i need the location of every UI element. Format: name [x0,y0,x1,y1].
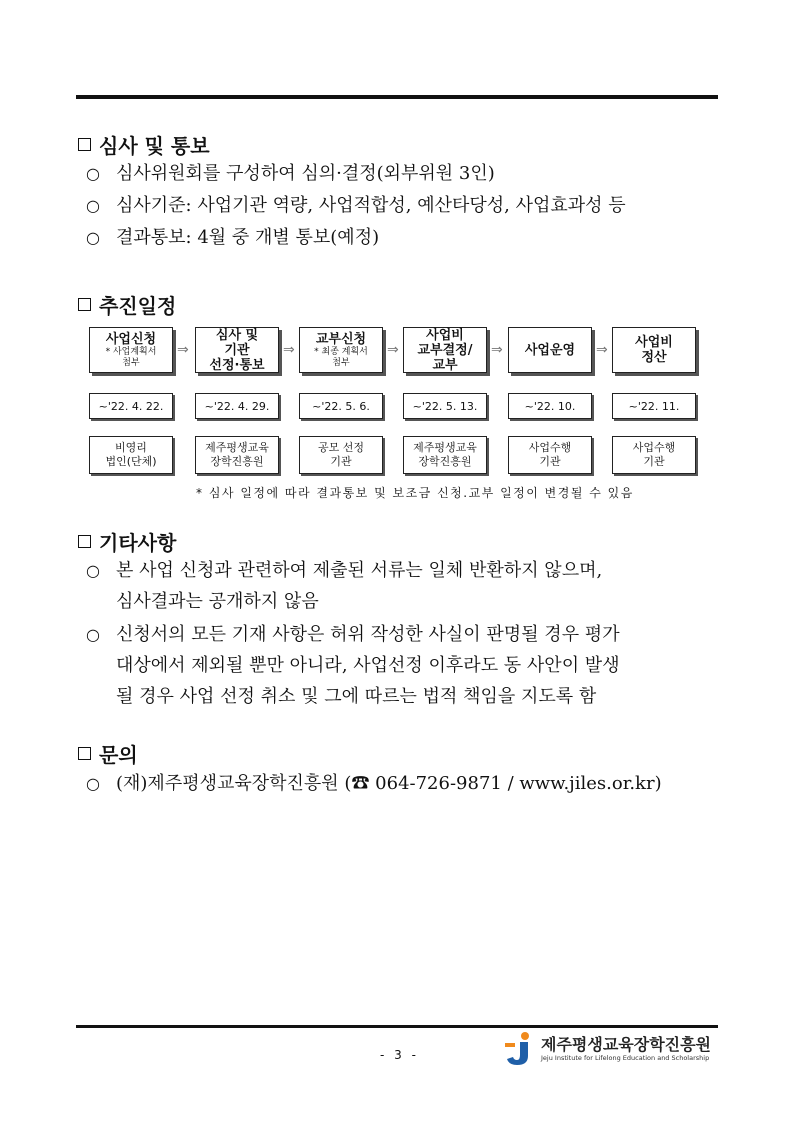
bullet-continuation: 심사결과는 공개하지 않음 [116,591,319,612]
arrow-right-icon: ⇒ [387,342,399,358]
flow-step-title: 사업신청 [105,331,157,347]
bullet-continuation: 대상에서 제외될 뿐만 아니라, 사업선정 이후라도 동 사안이 발생 [116,655,620,676]
list-item [86,158,726,189]
section-title: 문의 [99,743,138,767]
flow-step-title: 사업운영 [524,342,576,358]
section-title: 추진일정 [99,294,177,318]
step-date: ~'22. 10. [508,393,592,419]
flow-step-6 [612,327,696,373]
flow-step-note: * 최종 계획서 첨부 [314,346,368,368]
arrow-right-icon: ⇒ [596,342,608,358]
bullet-text: 심사기준: 사업기관 역량, 사업적합성, 예산타당성, 사업효과성 등 [116,195,626,216]
org-subtitle: Jeju Institute for Lifelong Education and Scholarship [541,1053,710,1062]
step-date: ~'22. 4. 22. [89,393,173,419]
section-title: 기타사항 [99,531,177,555]
list-item [86,190,726,221]
bullet-continuation: 될 경우 사업 선정 취소 및 그에 따르는 법적 책임을 지도록 함 [116,686,597,707]
circle-bullet-icon: ○ [86,774,100,793]
step-date: ~'22. 4. 29. [195,393,279,419]
step-date: ~'22. 5. 13. [403,393,487,419]
square-icon [78,138,91,151]
section-heading-contact [78,739,138,768]
circle-bullet-icon: ○ [86,196,100,215]
flow-step-title: 심사 및 기관 선정·통보 [209,327,265,373]
contact-text: (재)제주평생교육장학진흥원 (☎ 064-726-9871 / www.jiles.or.kr) [116,773,662,794]
section-heading-schedule [78,290,176,319]
bullet-text: 신청서의 모든 기재 사항은 허위 작성한 사실이 판명될 경우 평가 [116,624,620,645]
list-item [86,619,726,650]
bullet-text: 결과통보: 4월 중 개별 통보(예정) [116,227,380,248]
flow-step-1 [89,327,173,373]
page-number: - 3 - [380,1048,419,1062]
bullet-text: 심사위원회를 구성하여 심의·결정(외부위원 3인) [116,163,495,184]
section-heading-review [78,130,210,159]
step-org: 사업수행 기관 [508,436,592,474]
flow-step-title: 교부신청 [315,331,367,347]
arrow-right-icon: ⇒ [491,342,503,358]
square-icon [78,535,91,548]
flow-step-4 [403,327,487,373]
bottom-rule [76,1025,718,1028]
arrow-right-icon: ⇒ [283,342,295,358]
flow-step-title: 사업비 교부결정/ 교부 [417,327,473,373]
circle-bullet-icon: ○ [86,164,100,183]
list-item [86,768,726,799]
org-logo [503,1031,711,1067]
step-org: 제주평생교육 장학진흥원 [403,436,487,474]
section-heading-etc [78,527,176,556]
schedule-note: * 심사 일정에 따라 결과통보 및 보조금 신청.교부 일정이 변경될 수 있음 [196,486,634,500]
step-org: 제주평생교육 장학진흥원 [195,436,279,474]
step-org: 비영리 법인(단체) [89,436,173,474]
circle-bullet-icon: ○ [86,561,100,580]
flow-step-5 [508,327,592,373]
list-item [86,555,726,586]
list-item [86,222,726,253]
step-date: ~'22. 11. [612,393,696,419]
org-name: 제주평생교육장학진흥원 [541,1034,712,1054]
step-org: 사업수행 기관 [612,436,696,474]
bullet-text: 본 사업 신청과 관련하여 제출된 서류는 일체 반환하지 않으며, [116,560,603,581]
circle-bullet-icon: ○ [86,228,100,247]
square-icon [78,747,91,760]
top-rule [76,95,718,99]
circle-bullet-icon: ○ [86,625,100,644]
section-title: 심사 및 통보 [99,134,210,158]
flow-step-note: * 사업계획서 첨부 [105,346,157,368]
step-date: ~'22. 5. 6. [299,393,383,419]
arrow-right-icon: ⇒ [177,342,189,358]
flow-step-2 [195,327,279,373]
step-org: 공모 선정 기관 [299,436,383,474]
jiles-logo-icon [503,1031,535,1067]
square-icon [78,298,91,311]
flow-step-title: 사업비 정산 [635,335,673,365]
flow-step-3 [299,327,383,373]
